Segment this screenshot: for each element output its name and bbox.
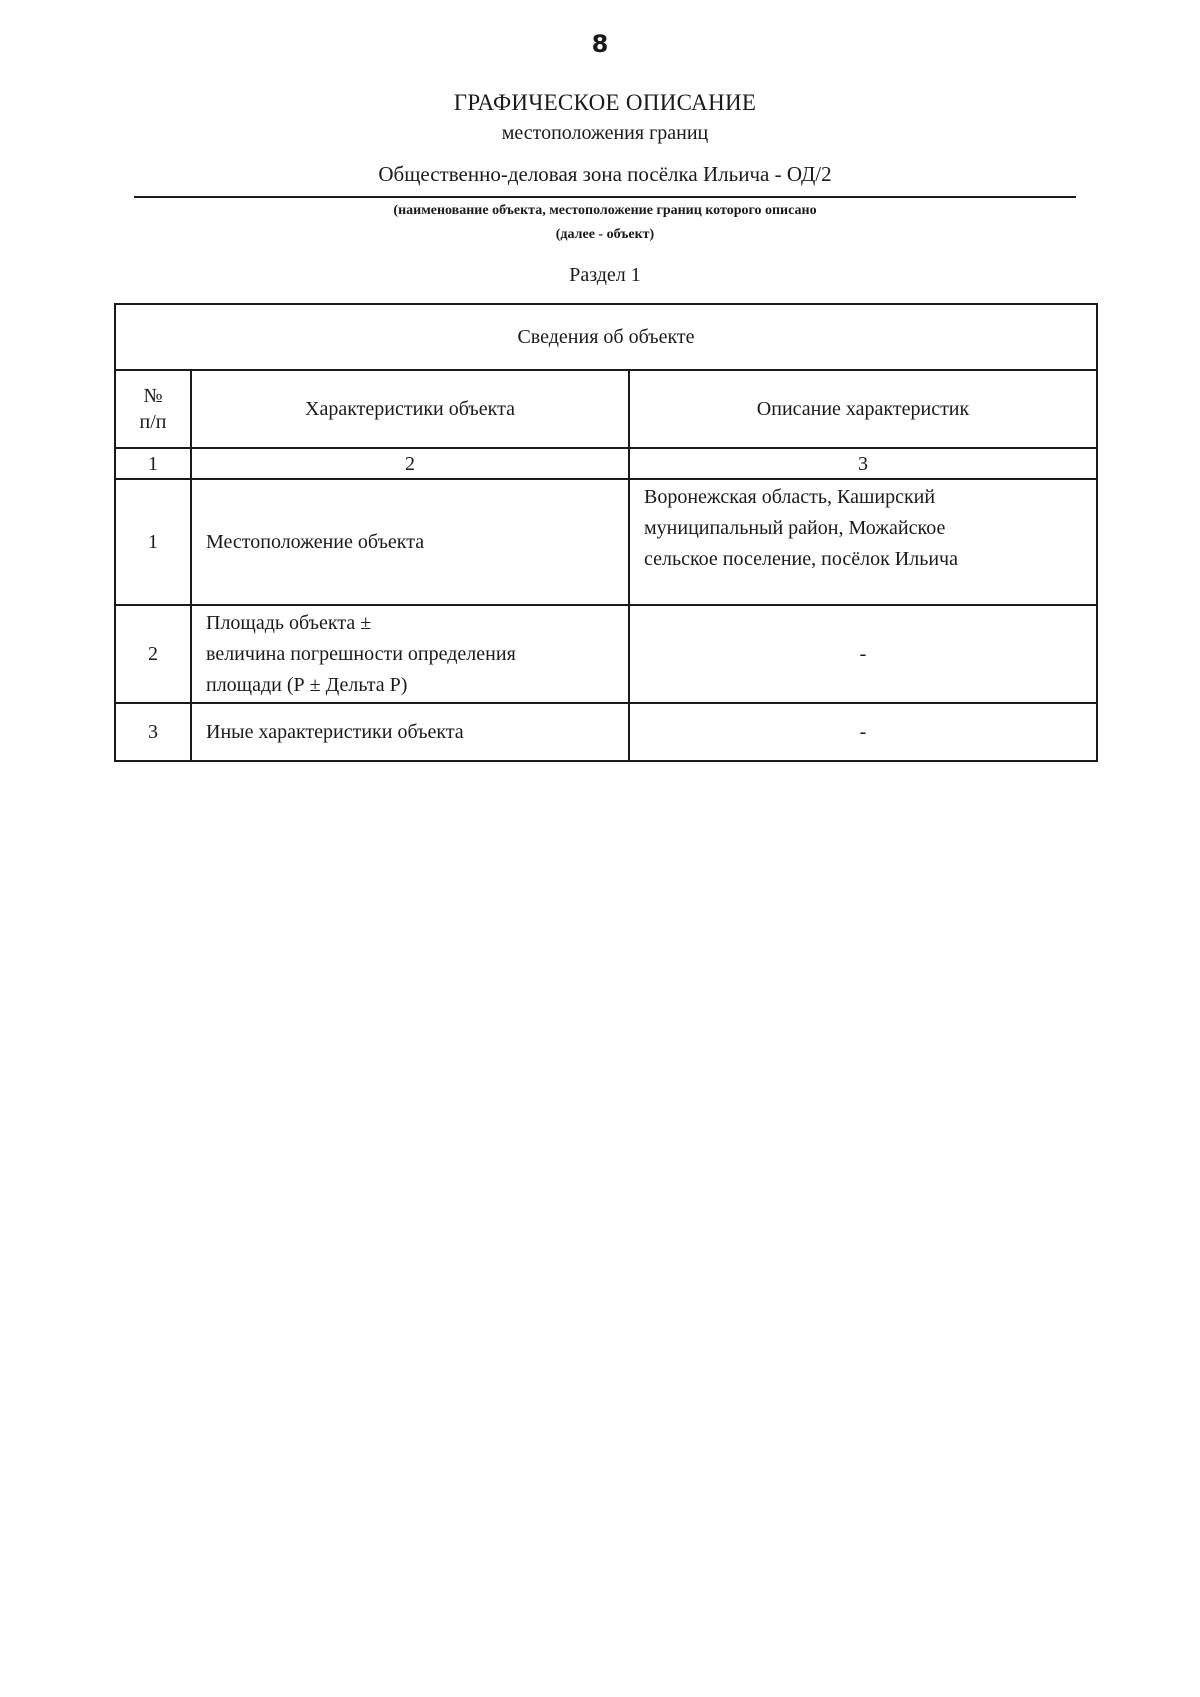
row-description-line: - xyxy=(859,642,867,665)
document-title: ГРАФИЧЕСКОЕ ОПИСАНИЕ xyxy=(453,90,757,115)
row-description xyxy=(629,605,1097,703)
row-number: 2 xyxy=(115,605,191,703)
column-index-1: 1 xyxy=(115,448,191,479)
row-description-line: муниципальный район, Можайское xyxy=(644,517,946,539)
table-row xyxy=(115,703,1097,761)
row-description xyxy=(629,703,1097,761)
table-row xyxy=(115,479,1097,605)
row-characteristic xyxy=(191,703,629,761)
row-characteristic-line: Иные характеристики объекта xyxy=(206,720,464,743)
document-subtitle: местоположения границ xyxy=(501,122,709,144)
row-description-line: - xyxy=(859,720,867,743)
section-label: Раздел 1 xyxy=(569,264,641,286)
table-row xyxy=(115,605,1097,703)
row-characteristic xyxy=(191,479,629,605)
row-characteristic-line: величина погрешности определения xyxy=(206,642,516,665)
table-heading: Сведения об объекте xyxy=(115,304,1097,370)
row-description-line: сельское поселение, посёлок Ильича xyxy=(644,548,958,570)
row-characteristic-line: площади (Р ± Дельта Р) xyxy=(206,673,408,696)
row-number: 3 xyxy=(115,703,191,761)
row-characteristic-line: Площадь объекта ± xyxy=(206,611,372,634)
page-number: 8 xyxy=(591,30,609,58)
column-header-description: Описание характеристик xyxy=(629,370,1097,448)
object-name: Общественно-деловая зона посёлка Ильича - ОД/2 xyxy=(378,162,832,186)
object-name-caption-line-2: (далее - объект) xyxy=(555,227,655,242)
column-header-characteristics: Характеристики объекта xyxy=(191,370,629,448)
column-header-number-line-1: № xyxy=(143,385,163,407)
object-name-underline xyxy=(134,196,1076,198)
table-header-row xyxy=(115,370,1097,448)
row-description xyxy=(629,479,1097,605)
row-characteristic xyxy=(191,605,629,703)
column-header-number-line-2: п/п xyxy=(139,411,167,433)
object-info-table xyxy=(114,303,1098,762)
row-description-line: Воронежская область, Каширский xyxy=(644,486,936,508)
column-index-2: 2 xyxy=(191,448,629,479)
column-header-number xyxy=(115,370,191,448)
object-name-caption-line-1: (наименование объекта, местоположение границ которого описано xyxy=(393,203,817,218)
column-index-3: 3 xyxy=(629,448,1097,479)
column-index-row xyxy=(115,448,1097,479)
table-heading-row xyxy=(115,304,1097,370)
row-characteristic-line: Местоположение объекта xyxy=(206,530,425,553)
row-number: 1 xyxy=(115,479,191,605)
